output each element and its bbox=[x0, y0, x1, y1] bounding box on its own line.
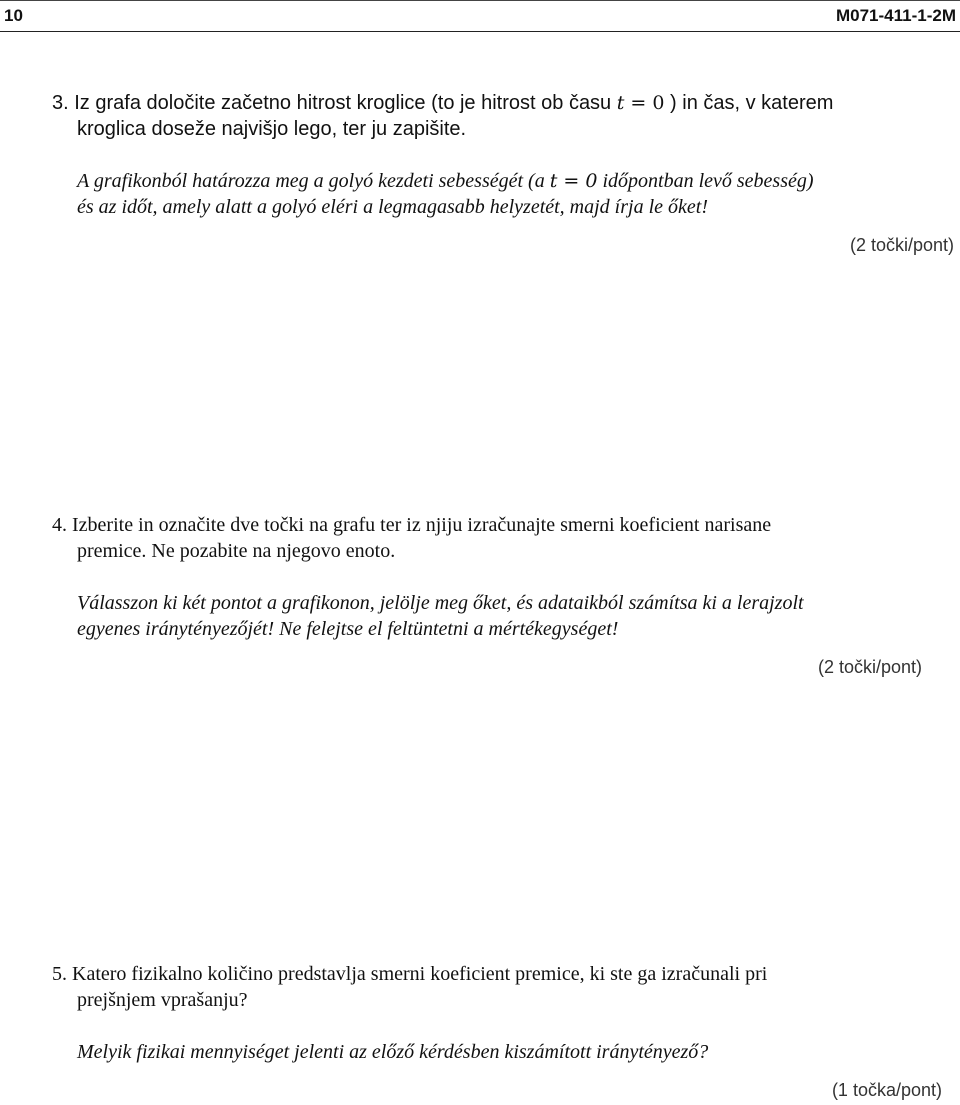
page-header bbox=[0, 0, 960, 32]
points-label: (1 točka/pont) bbox=[831, 1080, 942, 1100]
question-text-line1: Iz grafa določite začetno hitrost kroglice (to je hitrost ob času bbox=[74, 92, 612, 114]
page-number: 10 bbox=[4, 6, 23, 25]
question-text-line1-end: ) in čas, v katerem bbox=[670, 92, 834, 114]
points-label: (2 točki/pont) bbox=[817, 657, 922, 677]
question-3-slovenian bbox=[52, 90, 932, 116]
question-4-slovenian: 4. Izberite in označite dve točki na grafu ter iz njiju izračunajte smerni koeficient narisane bbox=[52, 514, 772, 536]
question-3-hungarian-line2: és az időt, amely alatt a golyó eléri a legmagasabb helyzetét, majd írja le őket! bbox=[77, 196, 708, 218]
question-number: 5. bbox=[52, 963, 67, 985]
question-3-hungarian: A grafikonból határozza meg a golyó kezdeti sebességét (a t = 0 időpontban levő sebesség) bbox=[77, 170, 814, 192]
question-4-slovenian-line2: premice. Ne pozabite na njegovo enoto. bbox=[77, 540, 396, 562]
points-label: (2 točki/pont) bbox=[849, 235, 954, 255]
question-number: 4. bbox=[52, 514, 67, 536]
question-number: 3. bbox=[52, 92, 69, 114]
math-expression: t = 0 bbox=[616, 92, 665, 114]
question-5-hungarian: Melyik fizikai mennyiséget jelenti az előző kérdésben kiszámított iránytényező? bbox=[77, 1041, 709, 1063]
question-3-slovenian-line2: kroglica doseže najvišjo lego, ter ju zapišite. bbox=[77, 118, 467, 140]
math-expression: t = 0 bbox=[549, 170, 598, 192]
document-code: M071-411-1-2M bbox=[835, 6, 956, 25]
question-4-hungarian-line2: egyenes iránytényezőjét! Ne felejtse el feltüntetni a mértékegységet! bbox=[77, 618, 619, 640]
question-5-slovenian-line2: prejšnjem vprašanju? bbox=[77, 989, 248, 1011]
question-4-hungarian: Válasszon ki két pontot a grafikonon, jelölje meg őket, és adataikból számítsa ki a lerajzolt bbox=[77, 592, 804, 614]
question-5-slovenian: 5. Katero fizikalno količino predstavlja smerni koeficient premice, ki ste ga izračunali pri bbox=[52, 963, 768, 985]
